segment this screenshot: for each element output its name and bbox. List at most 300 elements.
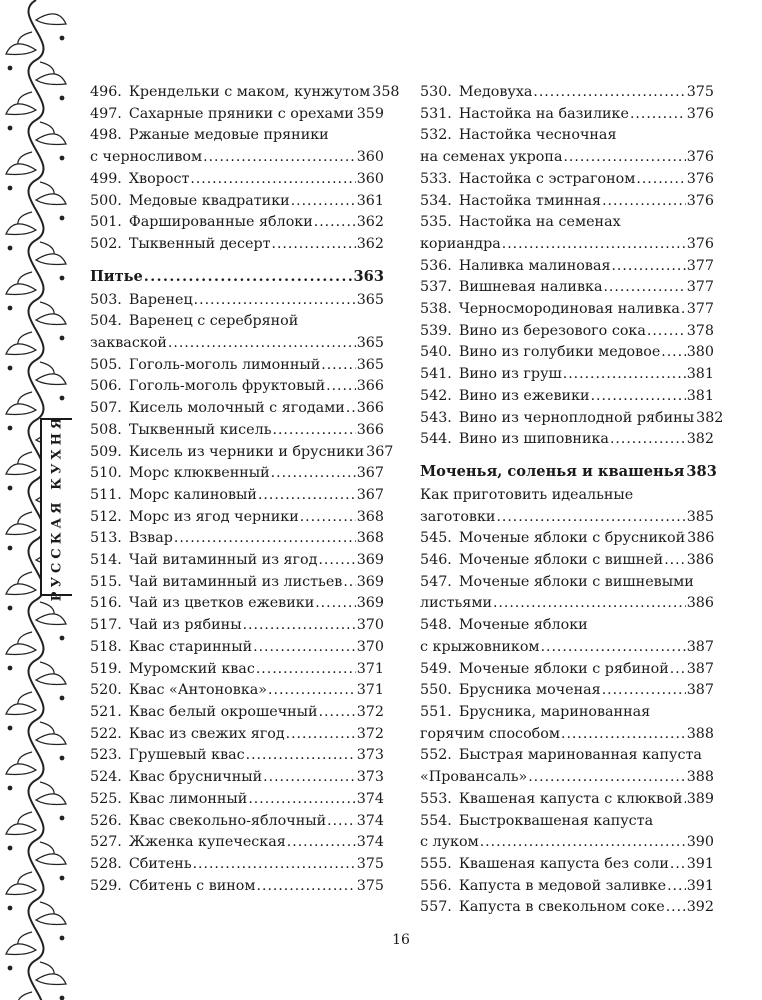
entry-title: Настойка на базилике — [458, 105, 629, 122]
entry-number: 535. — [420, 214, 452, 231]
entry-number: 528. — [90, 855, 122, 872]
entry-number: 509. — [90, 443, 122, 460]
entry-title: листьями — [420, 595, 492, 612]
dot-leader — [496, 507, 685, 529]
entry-number: 527. — [90, 834, 122, 851]
toc-entry — [90, 398, 384, 420]
entry-title: закваской — [90, 335, 167, 352]
dot-leader — [268, 680, 356, 702]
toc-entry — [90, 376, 384, 398]
entry-title: Вино из березового сока — [458, 322, 646, 339]
entry-page: 391 — [686, 877, 714, 894]
entry-number: 498. — [90, 127, 122, 144]
entry-page: 377 — [686, 301, 714, 318]
dot-leader — [256, 659, 356, 681]
dot-leader — [603, 277, 685, 299]
entry-page: 365 — [356, 335, 384, 352]
entry-number: 545. — [420, 530, 452, 547]
dot-leader — [271, 463, 356, 485]
entry-title: «Провансаль» — [420, 769, 528, 786]
toc-entry — [90, 311, 384, 354]
entry-title: горячим способом — [420, 725, 561, 742]
entry-title: Медовые квадратики — [128, 192, 290, 209]
entry-page: 375 — [356, 855, 384, 872]
entry-page: 365 — [356, 356, 384, 373]
entry-page: 386 — [687, 530, 715, 547]
entry-page: 366 — [356, 378, 384, 395]
toc-entry — [420, 789, 714, 811]
entry-title: Квас старинный — [128, 638, 253, 655]
table-of-contents — [90, 82, 724, 919]
entry-page: 376 — [686, 192, 714, 209]
entry-page: 370 — [356, 638, 384, 655]
entry-page: 359 — [356, 105, 384, 122]
entry-page: 376 — [686, 105, 714, 122]
entry-number: 543. — [420, 409, 452, 426]
section-page: 363 — [353, 267, 384, 285]
toc-entry — [90, 789, 384, 811]
entry-page: 372 — [356, 703, 384, 720]
entry-number: 504. — [90, 313, 122, 330]
toc-entry — [420, 169, 714, 191]
dot-leader — [610, 429, 686, 451]
decorative-border — [0, 0, 72, 1000]
entry-title: Тыквенный десерт — [128, 235, 271, 252]
toc-entry — [420, 745, 714, 788]
toc-entry — [420, 550, 714, 572]
entry-title: Квас белый окрошечный — [128, 703, 318, 720]
section-page: 383 — [686, 462, 717, 480]
toc-entry — [90, 854, 384, 876]
entry-title: Вино из голубики медовое — [458, 344, 661, 361]
dot-leader — [321, 355, 355, 377]
entry-page: 386 — [686, 595, 714, 612]
toc-entry — [90, 355, 384, 377]
toc-entry — [420, 702, 714, 745]
dot-leader — [667, 876, 686, 898]
dot-leader — [647, 321, 686, 343]
dot-leader — [563, 364, 686, 386]
entry-number: 548. — [420, 617, 452, 634]
entry-page: 358 — [372, 84, 400, 100]
entry-page: 369 — [356, 595, 384, 612]
entry-page: 375 — [686, 84, 714, 100]
toc-entry — [90, 767, 384, 789]
entry-number: 541. — [420, 366, 452, 383]
toc-entry — [420, 854, 714, 876]
toc-entry — [420, 876, 714, 898]
entry-title: Квашеная капуста без соли — [458, 855, 669, 872]
entry-title: Грушевый квас — [128, 747, 245, 764]
entry-title: Черносмородиновая наливка — [458, 301, 680, 318]
entry-number: 499. — [90, 170, 122, 187]
entry-title: с крыжовником — [420, 638, 540, 655]
entry-number: 517. — [90, 617, 122, 634]
entry-page: 377 — [686, 279, 714, 296]
entry-page: 387 — [686, 638, 714, 655]
entry-page: 392 — [686, 899, 714, 916]
toc-entry — [90, 212, 384, 234]
entry-title: Сбитень с вином — [128, 877, 256, 894]
entry-number: 496. — [90, 84, 122, 100]
toc-entry — [420, 277, 714, 299]
dot-leader — [203, 147, 356, 169]
entry-page: 377 — [686, 257, 714, 274]
toc-entry — [420, 364, 714, 386]
dot-leader — [528, 767, 685, 789]
entry-number: 511. — [90, 486, 122, 503]
dot-leader — [193, 854, 356, 876]
dot-leader — [144, 266, 353, 288]
entry-title: Чай витаминный из ягод — [128, 552, 318, 569]
entry-title: Варенец — [128, 291, 193, 308]
dot-leader — [630, 104, 686, 126]
entry-number: 555. — [420, 855, 452, 872]
dot-leader — [666, 897, 686, 919]
toc-entry — [90, 550, 384, 572]
entry-title: Моченые яблоки с вишневыми — [458, 573, 694, 590]
toc-entry — [90, 82, 400, 104]
entry-title: Чай из рябины — [128, 617, 242, 634]
entry-title: Тыквенный кисель — [128, 421, 272, 438]
entry-number: 513. — [90, 530, 122, 547]
entry-number: 549. — [420, 660, 452, 677]
entry-page: 391 — [686, 855, 714, 872]
toc-entry — [90, 191, 384, 213]
entry-title: Кисель молочный с ягодами — [128, 400, 345, 417]
dot-leader — [480, 832, 686, 854]
dot-leader — [253, 637, 356, 659]
toc-entry — [420, 321, 714, 343]
entry-number: 507. — [90, 400, 122, 417]
entry-title: кориандра — [420, 235, 501, 252]
entry-page: 376 — [686, 170, 714, 187]
entry-number: 514. — [90, 552, 122, 569]
entry-title: Наливка малиновая — [458, 257, 611, 274]
dot-leader — [263, 767, 356, 789]
entry-number: 529. — [90, 877, 122, 894]
entry-page: 390 — [686, 834, 714, 851]
entry-number: 553. — [420, 790, 452, 807]
entry-page: 371 — [356, 682, 384, 699]
entry-title: Капуста в свекольном соке — [458, 899, 665, 916]
entry-number: 544. — [420, 431, 452, 448]
section-heading — [420, 461, 717, 483]
dot-leader — [611, 256, 685, 278]
entry-page: 378 — [686, 322, 714, 339]
toc-entry — [90, 702, 384, 724]
dot-leader — [502, 234, 686, 256]
entry-number: 530. — [420, 84, 452, 100]
entry-title: Чай витаминный из листьев — [128, 573, 343, 590]
entry-number: 521. — [90, 703, 122, 720]
entry-number: 506. — [90, 378, 122, 395]
toc-entry — [90, 420, 384, 442]
entry-title: Сбитень — [128, 855, 192, 872]
entry-page: 362 — [356, 235, 384, 252]
entry-title: Морс калиновый — [128, 486, 257, 503]
entry-title: Квашеная капуста с клюквой — [458, 790, 683, 807]
entry-title: Квас свекольно-яблочный — [128, 812, 327, 829]
entry-title: Гоголь-моголь фруктовый — [128, 378, 326, 395]
toc-entry — [90, 637, 384, 659]
toc-entry — [420, 104, 714, 126]
dot-leader — [272, 234, 356, 256]
entry-page: 367 — [356, 465, 384, 482]
dot-leader — [319, 702, 356, 724]
toc-entry — [90, 290, 384, 312]
toc-entry — [90, 169, 384, 191]
toc-entry — [420, 615, 714, 658]
page-number: 16 — [392, 932, 410, 948]
entry-title: Крендельки с маком, кунжутом — [128, 84, 371, 100]
section-title: Питье — [90, 267, 143, 285]
entry-number: 508. — [90, 421, 122, 438]
entry-number: 554. — [420, 812, 452, 829]
toc-entry — [90, 442, 394, 464]
entry-number: 510. — [90, 465, 122, 482]
entry-title: Настойка чесночная — [458, 127, 617, 144]
dot-leader — [174, 528, 356, 550]
entry-page: 369 — [356, 552, 384, 569]
entry-number: 519. — [90, 660, 122, 677]
entry-number: 515. — [90, 573, 122, 590]
entry-page: 373 — [356, 747, 384, 764]
entry-title: Сахарные пряники с орехами — [128, 105, 354, 122]
entry-number: 512. — [90, 508, 122, 525]
spine-label-text: РУССКАЯ КУХНЯ — [49, 413, 65, 601]
entry-title: Морс из ягод черники — [128, 508, 299, 525]
entry-number: 551. — [420, 703, 452, 720]
entry-number: 536. — [420, 257, 452, 274]
entry-page: 389 — [686, 790, 714, 807]
entry-page: 374 — [356, 790, 384, 807]
entry-page: 388 — [686, 769, 714, 786]
entry-title: Морс клюквенный — [128, 465, 270, 482]
toc-entry — [90, 724, 384, 746]
entry-number: 503. — [90, 291, 122, 308]
dot-leader — [683, 789, 685, 811]
entry-number: 531. — [420, 105, 452, 122]
toc-column-right — [420, 82, 724, 919]
toc-entry — [420, 485, 714, 528]
entry-number: 546. — [420, 552, 452, 569]
entry-number: 500. — [90, 192, 122, 209]
entry-title: Настойка с эстрагоном — [458, 170, 636, 187]
entry-page: 372 — [356, 725, 384, 742]
entry-title: Взвар — [128, 530, 173, 547]
section-heading — [90, 266, 384, 288]
dot-leader — [273, 420, 356, 442]
entry-title: Чай из цветков ежевики — [128, 595, 315, 612]
entry-title: Настойка на семенах — [458, 214, 621, 231]
entry-title: Вино из черноплодной рябины — [458, 409, 695, 426]
entry-title: Вино из груш — [458, 366, 562, 383]
entry-title: Брусника, маринованная — [458, 703, 651, 720]
toc-entry — [420, 528, 714, 550]
entry-page: 381 — [686, 366, 714, 383]
toc-entry — [90, 528, 384, 550]
entry-title: Хворост — [128, 170, 190, 187]
toc-entry — [420, 680, 714, 702]
dot-leader — [563, 147, 685, 169]
dot-leader — [246, 745, 356, 767]
toc-entry — [420, 342, 714, 364]
dot-leader — [315, 593, 355, 615]
entry-page: 368 — [356, 530, 384, 547]
entry-number: 542. — [420, 387, 452, 404]
entry-page: 366 — [356, 421, 384, 438]
dot-leader — [670, 659, 686, 681]
dot-leader — [258, 485, 356, 507]
entry-title: Брусника моченая — [458, 682, 601, 699]
entry-number: 533. — [420, 170, 452, 187]
entry-page: 386 — [686, 552, 714, 569]
entry-title: Муромский квас — [128, 660, 255, 677]
entry-number: 556. — [420, 877, 452, 894]
entry-page: 366 — [356, 400, 384, 417]
toc-entry — [420, 82, 714, 104]
toc-entry — [90, 876, 384, 898]
entry-number: 526. — [90, 812, 122, 829]
dot-leader — [190, 169, 355, 191]
entry-page: 376 — [686, 235, 714, 252]
toc-entry — [90, 745, 384, 767]
entry-page: 387 — [686, 682, 714, 699]
toc-entry — [420, 659, 714, 681]
entry-title: Кисель из черники и брусники — [128, 443, 365, 460]
toc-entry — [420, 429, 714, 451]
entry-title: Фаршированные яблоки — [128, 214, 313, 231]
dot-leader — [343, 572, 355, 594]
entry-title: заготовки — [420, 508, 496, 525]
entry-page: 369 — [356, 573, 384, 590]
entry-title: Моченые яблоки — [458, 617, 588, 634]
entry-number: 532. — [420, 127, 452, 144]
entry-number: 523. — [90, 747, 122, 764]
entry-page: 375 — [356, 877, 384, 894]
entry-page: 382 — [696, 409, 724, 426]
toc-entry — [90, 680, 384, 702]
entry-page: 380 — [686, 344, 714, 361]
entry-title: Вишневая наливка — [458, 279, 603, 296]
dot-leader — [326, 376, 356, 398]
dot-leader — [493, 593, 686, 615]
entry-title: Быстроквашеная капуста — [458, 812, 654, 829]
entry-title: Варенец с серебряной — [128, 313, 299, 330]
entry-title: Капуста в медовой заливке — [458, 877, 667, 894]
entry-number: 552. — [420, 747, 452, 764]
dot-leader — [257, 876, 356, 898]
toc-entry — [420, 299, 714, 321]
entry-title: Настойка тминная — [458, 192, 602, 209]
dot-leader — [300, 507, 356, 529]
toc-entry — [90, 811, 384, 833]
entry-page: 362 — [356, 214, 384, 231]
dot-leader — [681, 299, 686, 321]
entry-number: 497. — [90, 105, 122, 122]
dot-leader — [287, 832, 356, 854]
entry-page: 368 — [356, 508, 384, 525]
toc-entry — [90, 507, 384, 529]
entry-title: Жженка купеческая — [128, 834, 286, 851]
entry-page: 360 — [356, 149, 384, 166]
entry-title: Квас брусничный — [128, 769, 263, 786]
entry-page: 374 — [356, 834, 384, 851]
dot-leader — [661, 342, 685, 364]
dot-leader — [168, 333, 356, 355]
dot-leader — [194, 290, 356, 312]
entry-page: 370 — [356, 617, 384, 634]
entry-number: 524. — [90, 769, 122, 786]
dot-leader — [541, 637, 686, 659]
entry-number: 537. — [420, 279, 452, 296]
spine-label — [40, 413, 72, 601]
toc-entry — [420, 811, 714, 854]
dot-leader — [355, 104, 356, 126]
entry-page: 381 — [686, 387, 714, 404]
entry-number: 520. — [90, 682, 122, 699]
toc-entry — [420, 191, 714, 213]
entry-title: Моченые яблоки с рябиной — [458, 660, 669, 677]
dot-leader — [318, 550, 355, 572]
entry-number: 501. — [90, 214, 122, 231]
toc-entry — [90, 593, 384, 615]
entry-title: Гоголь-моголь лимонный — [128, 356, 321, 373]
entry-number: 516. — [90, 595, 122, 612]
dot-leader — [602, 191, 686, 213]
entry-number: 550. — [420, 682, 452, 699]
dot-leader — [591, 386, 686, 408]
entry-title: Моченые яблоки с брусникой — [458, 530, 686, 547]
toc-entry — [90, 234, 384, 256]
entry-page: 373 — [356, 769, 384, 786]
entry-title: с луком — [420, 834, 479, 851]
dot-leader — [243, 615, 356, 637]
entry-page: 371 — [356, 660, 384, 677]
toc-entry — [90, 125, 384, 168]
entry-page: 387 — [686, 660, 714, 677]
entry-number: 547. — [420, 573, 452, 590]
toc-entry — [420, 897, 714, 919]
entry-page: 382 — [686, 431, 714, 448]
entry-title: Квас лимонный — [128, 790, 248, 807]
toc-entry — [420, 408, 724, 430]
entry-title: с черносливом — [90, 149, 203, 166]
dot-leader — [561, 724, 686, 746]
dot-leader — [670, 854, 686, 876]
entry-title: Квас из свежих ягод — [128, 725, 285, 742]
toc-entry — [90, 615, 384, 637]
dot-leader — [327, 811, 356, 833]
entry-page: 361 — [356, 192, 384, 209]
dot-leader — [291, 191, 356, 213]
dot-leader — [314, 212, 356, 234]
entry-title: на семенах укропа — [420, 149, 563, 166]
toc-entry — [420, 386, 714, 408]
entry-title: Моченые яблоки с вишней — [458, 552, 664, 569]
dot-leader — [286, 724, 356, 746]
toc-entry — [90, 104, 384, 126]
entry-page: 367 — [366, 443, 394, 460]
entry-page: 367 — [356, 486, 384, 503]
entry-page: 388 — [686, 725, 714, 742]
toc-entry — [420, 572, 714, 615]
toc-entry — [420, 212, 714, 255]
dot-leader — [664, 550, 686, 572]
dot-leader — [346, 398, 356, 420]
toc-column-left — [90, 82, 400, 919]
